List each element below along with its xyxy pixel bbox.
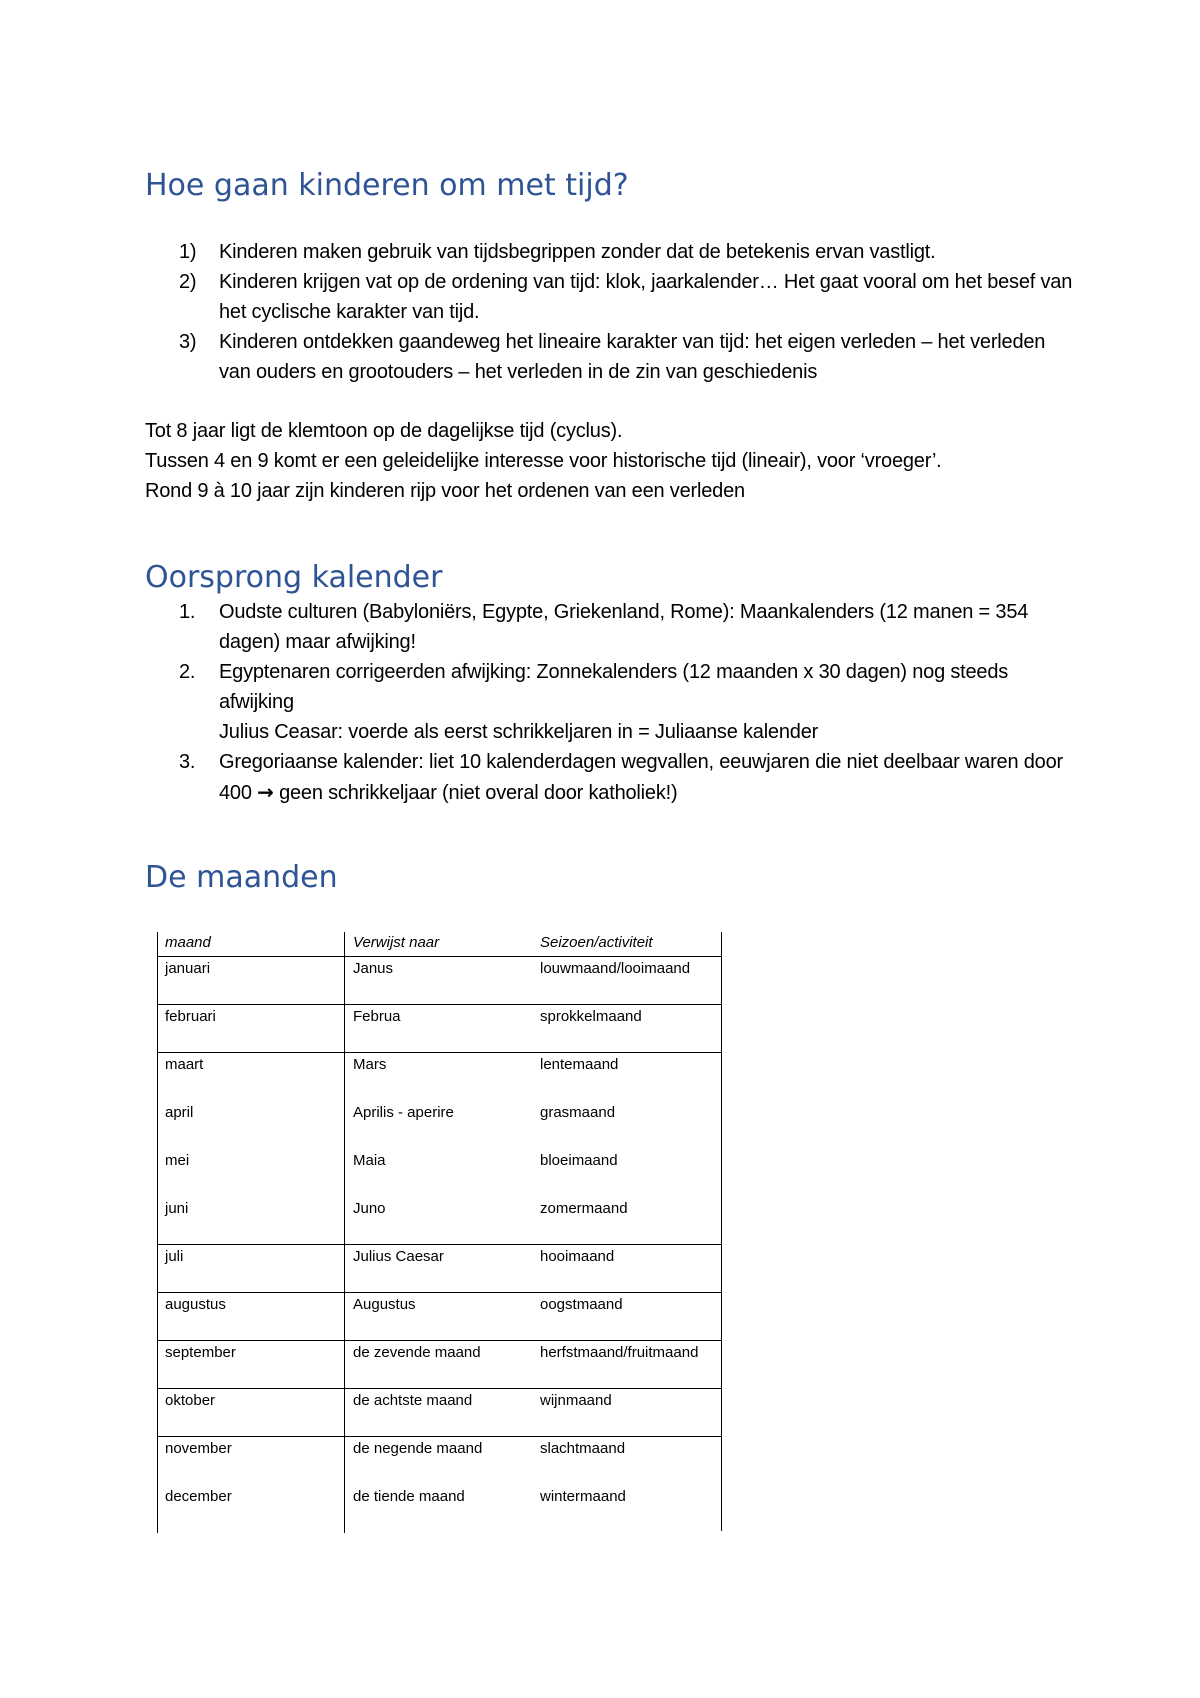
list-item-text-after: geen schrikkeljaar (niet overal door katholiek!) [279, 782, 678, 804]
list-item [145, 327, 1075, 387]
list-item [145, 267, 1075, 327]
table-cell: december [165, 1488, 232, 1505]
list-item [145, 237, 1075, 267]
table-cell: augustus [165, 1296, 226, 1313]
paragraph: Tot 8 jaar ligt de klemtoon op de dagelijkse tijd (cyclus). [145, 420, 623, 442]
table-cell: sprokkelmaand [540, 1008, 642, 1025]
table-row [158, 1101, 722, 1149]
table-row [158, 1005, 722, 1053]
paragraph: Tussen 4 en 9 komt er een geleidelijke interesse voor historische tijd (lineair), voor ‘vroeger’. [145, 450, 942, 472]
table-cell: Februa [353, 1008, 401, 1025]
column-header: Verwijst naar [353, 934, 440, 951]
table-cell: Janus [353, 960, 394, 977]
table-row [158, 957, 722, 1005]
table-cell: slachtmaand [540, 1440, 626, 1457]
table-cell: oktober [165, 1392, 216, 1409]
table-cell: Maia [353, 1152, 386, 1169]
table-cell: de tiende maand [353, 1488, 465, 1505]
list-item [145, 657, 1075, 747]
list-item-text: Oudste culturen (Babyloniërs, Egypte, Griekenland, Rome): Maankalenders (12 manen = 354 dagen) maar afwijking! [219, 601, 1029, 653]
table-row [158, 1293, 722, 1341]
table-cell: mei [165, 1152, 190, 1169]
list-number: 3) [179, 331, 197, 353]
table-cell: januari [165, 960, 211, 977]
table-row [158, 1053, 722, 1101]
column-header: maand [165, 934, 211, 951]
table-cell: Augustus [353, 1296, 416, 1313]
table-cell: Aprilis - aperire [353, 1104, 454, 1121]
table-row [158, 1197, 722, 1245]
list-item-text: Egyptenaren corrigeerden afwijking: Zonnekalenders (12 maanden x 30 dagen) nog steeds afwijking [219, 661, 1009, 713]
table-cell: november [165, 1440, 232, 1457]
table-cell: hooimaand [540, 1248, 615, 1265]
table-cell: juni [165, 1200, 189, 1217]
months-table [158, 932, 722, 1533]
list-number: 2) [179, 271, 197, 293]
list-item-text: Gregoriaanse kalender: liet 10 kalenderdagen wegvallen, eeuwjaren die niet deelbaar waren door 400 [219, 751, 1063, 804]
table-cell: Mars [353, 1056, 387, 1073]
paragraph: Rond 9 à 10 jaar zijn kinderen rijp voor het ordenen van een verleden [145, 480, 745, 502]
table-row [158, 1149, 722, 1197]
table-cell: herfstmaand/fruitmaand [540, 1344, 699, 1361]
list-item [145, 597, 1075, 657]
arrow-right-icon: → [257, 780, 274, 804]
table-row [158, 1245, 722, 1293]
table-row [158, 1485, 722, 1533]
table-cell: wijnmaand [540, 1392, 612, 1409]
table-header-row [158, 932, 722, 957]
table-cell: september [165, 1344, 236, 1361]
table-cell: de negende maand [353, 1440, 483, 1457]
table-cell: zomermaand [540, 1200, 628, 1217]
section-heading-kalender: Oorsprong kalender [145, 560, 443, 595]
list-item [145, 747, 1075, 808]
column-header: Seizoen/activiteit [540, 934, 653, 951]
list-item-text: Kinderen maken gebruik van tijdsbegrippen zonder dat de betekenis ervan vastligt. [219, 241, 936, 263]
table-cell: Juno [353, 1200, 386, 1217]
paragraph-block [145, 416, 1105, 506]
table-cell: maart [165, 1056, 204, 1073]
table-cell: louwmaand/looimaand [540, 960, 691, 977]
table-cell: de achtste maand [353, 1392, 473, 1409]
table-cell: wintermaand [540, 1488, 626, 1505]
list-item-text: Kinderen ontdekken gaandeweg het lineaire karakter van tijd: het eigen verleden – het verleden van ouders en grootouders – het verleden in de zin van geschiedenis [219, 331, 1046, 383]
list-number: 1) [179, 241, 197, 263]
table-cell: oogstmaand [540, 1296, 623, 1313]
numbered-list-tijd [145, 237, 1075, 387]
list-number: 1. [179, 601, 196, 623]
table-row [158, 1389, 722, 1437]
table-cell: de zevende maand [353, 1344, 481, 1361]
table-cell: grasmaand [540, 1104, 616, 1121]
section-heading-tijd: Hoe gaan kinderen om met tijd? [145, 168, 629, 203]
numbered-list-kalender [145, 597, 1075, 808]
table-cell: februari [165, 1008, 216, 1025]
list-number: 3. [179, 751, 196, 773]
list-item-text: Kinderen krijgen vat op de ordening van tijd: klok, jaarkalender… Het gaat vooral om het besef van het cyclische karakter van tijd. [219, 271, 1073, 323]
table-cell: bloeimaand [540, 1152, 618, 1169]
table-row [158, 1437, 722, 1485]
table-cell: juli [165, 1248, 184, 1265]
table-row [158, 1341, 722, 1389]
list-item-extra-text: Julius Ceasar: voerde als eerst schrikkeljaren in = Juliaanse kalender [219, 721, 819, 743]
list-number: 2. [179, 661, 196, 683]
table-cell: april [165, 1104, 194, 1121]
table-cell: Julius Caesar [353, 1248, 444, 1265]
table-cell: lentemaand [540, 1056, 619, 1073]
section-heading-maanden: De maanden [145, 860, 338, 895]
